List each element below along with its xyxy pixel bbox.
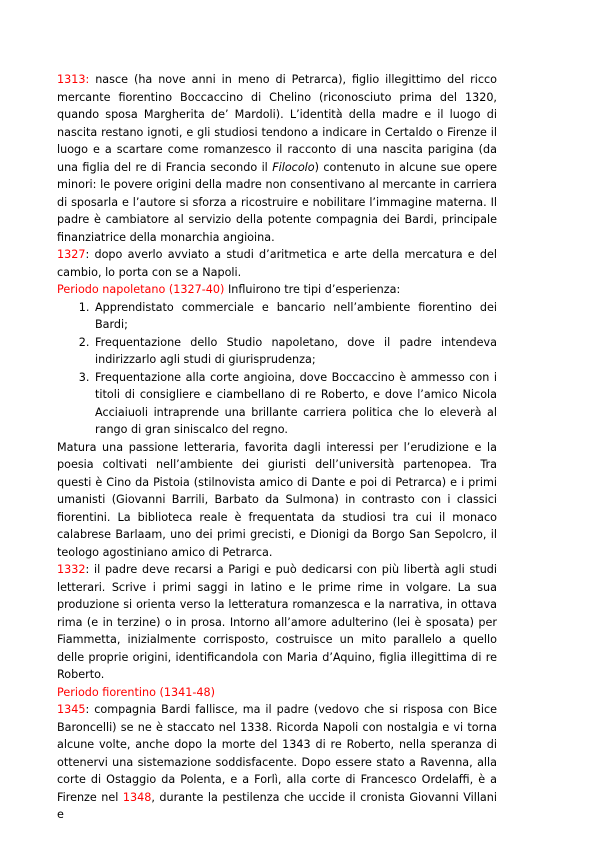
paragraph-1332 <box>57 561 497 684</box>
italic-title: Filocolo <box>272 160 315 174</box>
paragraph-1345 <box>57 701 497 824</box>
paragraph-text: Influirono tre tipi d’esperienza: <box>224 283 401 296</box>
paragraph-text: : compagnia Bardi fallisce, ma il padre (vedovo che si risposa con Bice Baroncelli) se ne è staccato nel 1338. Ricorda Napoli con nostalgia e vi torna alcune volte, anche dopo la morte del 1343 di re Roberto, nella speranza di ottenervi una sistemazione soddisfacente. Dopo essere stato a Ravenna, alla corte di Ostaggio da Polenta, e a Forlì, alla corte di Francesco Ordelaffi, è a Firenze nel <box>57 703 497 804</box>
paragraph-text: ) contenuto in alcune sue opere minori: le povere origini della madre non consentivano al mercante in carriera di sposarla e l’autore si sforza a ricostruire e nobilitare l’immagine materna. Il padre è cambiatore al servizio della potente compagnia dei Bardi, principale finanziatrice della monarchia angioina. <box>57 160 497 244</box>
document-page <box>57 71 497 824</box>
list-item: 2. Frequentazione dello Studio napoletano, dove il padre intendeva indirizzarlo agli studi di giurisprudenza; <box>93 334 497 369</box>
section-heading: Periodo napoletano (1327-40) <box>57 283 225 296</box>
year-label: 1348 <box>122 790 152 804</box>
list-item: 3. Frequentazione alla corte angioina, dove Boccaccino è ammesso con i titoli di consigliere e ciambellano di re Roberto, e dove l’amico Nicola Acciaiuoli intraprende una brillante carriera politica che lo eleverà al rango di gran siniscalco del regno. <box>93 369 497 439</box>
list-item: 1. Apprendistato commerciale e bancario nell’ambiente fiorentino dei Bardi; <box>93 299 497 334</box>
paragraph-text: , durante la pestilenza che uccide il cronista Giovanni Villani e <box>57 790 497 821</box>
section-heading-periodo-fiorentino <box>57 684 497 702</box>
experience-list <box>57 299 497 439</box>
paragraph-text: nasce (ha nove anni in meno di Petrarca), figlio illegittimo del ricco mercante fiorentino Boccaccino di Chelino (riconosciuto prima del 1320, quando sposa Margherita de’ Mardoli). L’identità della madre e il luogo di nascita restano ignoti, e gli studiosi tendono a indicare in Certaldo o Firenze il luogo e a scartare come romanzesco il racconto di una nascita parigina (da una figlia del re di Francia secondo il <box>57 73 497 174</box>
paragraph-text: : il padre deve recarsi a Parigi e può dedicarsi con più libertà agli studi letterari. Scrive i primi saggi in latino e le prime rime in volgare. La sua produzione si orienta verso la letteratura romanzesca e la narrativa, in ottava rima (e in terzine) o in prosa. Intorno all’amore adulterino (lei è sposata) per Fiammetta, inizialmente corrisposto, costruisce un mito parallelo a quello delle proprie origini, identificandola con Maria d’Aquino, figlia illegittima di re Roberto. <box>57 563 497 681</box>
paragraph-1313 <box>57 71 497 246</box>
paragraph-periodo-napoletano <box>57 281 497 299</box>
year-label: 1313: <box>57 73 90 86</box>
year-label: 1332 <box>57 563 86 576</box>
year-label: 1327 <box>57 248 86 261</box>
paragraph-1327 <box>57 246 497 281</box>
paragraph-text: : dopo averlo avviato a studi d’aritmetica e arte della mercatura e del cambio, lo porta con se a Napoli. <box>57 248 497 279</box>
paragraph-passione-letteraria: Matura una passione letteraria, favorita dagli interessi per l’erudizione e la poesia coltivati nell’ambiente dei giuristi dell’università partenopea. Tra questi è Cino da Pistoia (stilnovista amico di Dante e poi di Petrarca) e i primi umanisti (Giovanni Barrili, Barbato da Sulmona) in contrasto con i classici fiorentini. La biblioteca reale è frequentata da studiosi tra cui il monaco calabrese Barlaam, uno dei primi grecisti, e Dionigi da Borgo San Sepolcro, il teologo agostiniano amico di Petrarca. <box>57 440 497 559</box>
section-heading: Periodo fiorentino (1341-48) <box>57 685 215 699</box>
year-label: 1345 <box>57 703 86 716</box>
